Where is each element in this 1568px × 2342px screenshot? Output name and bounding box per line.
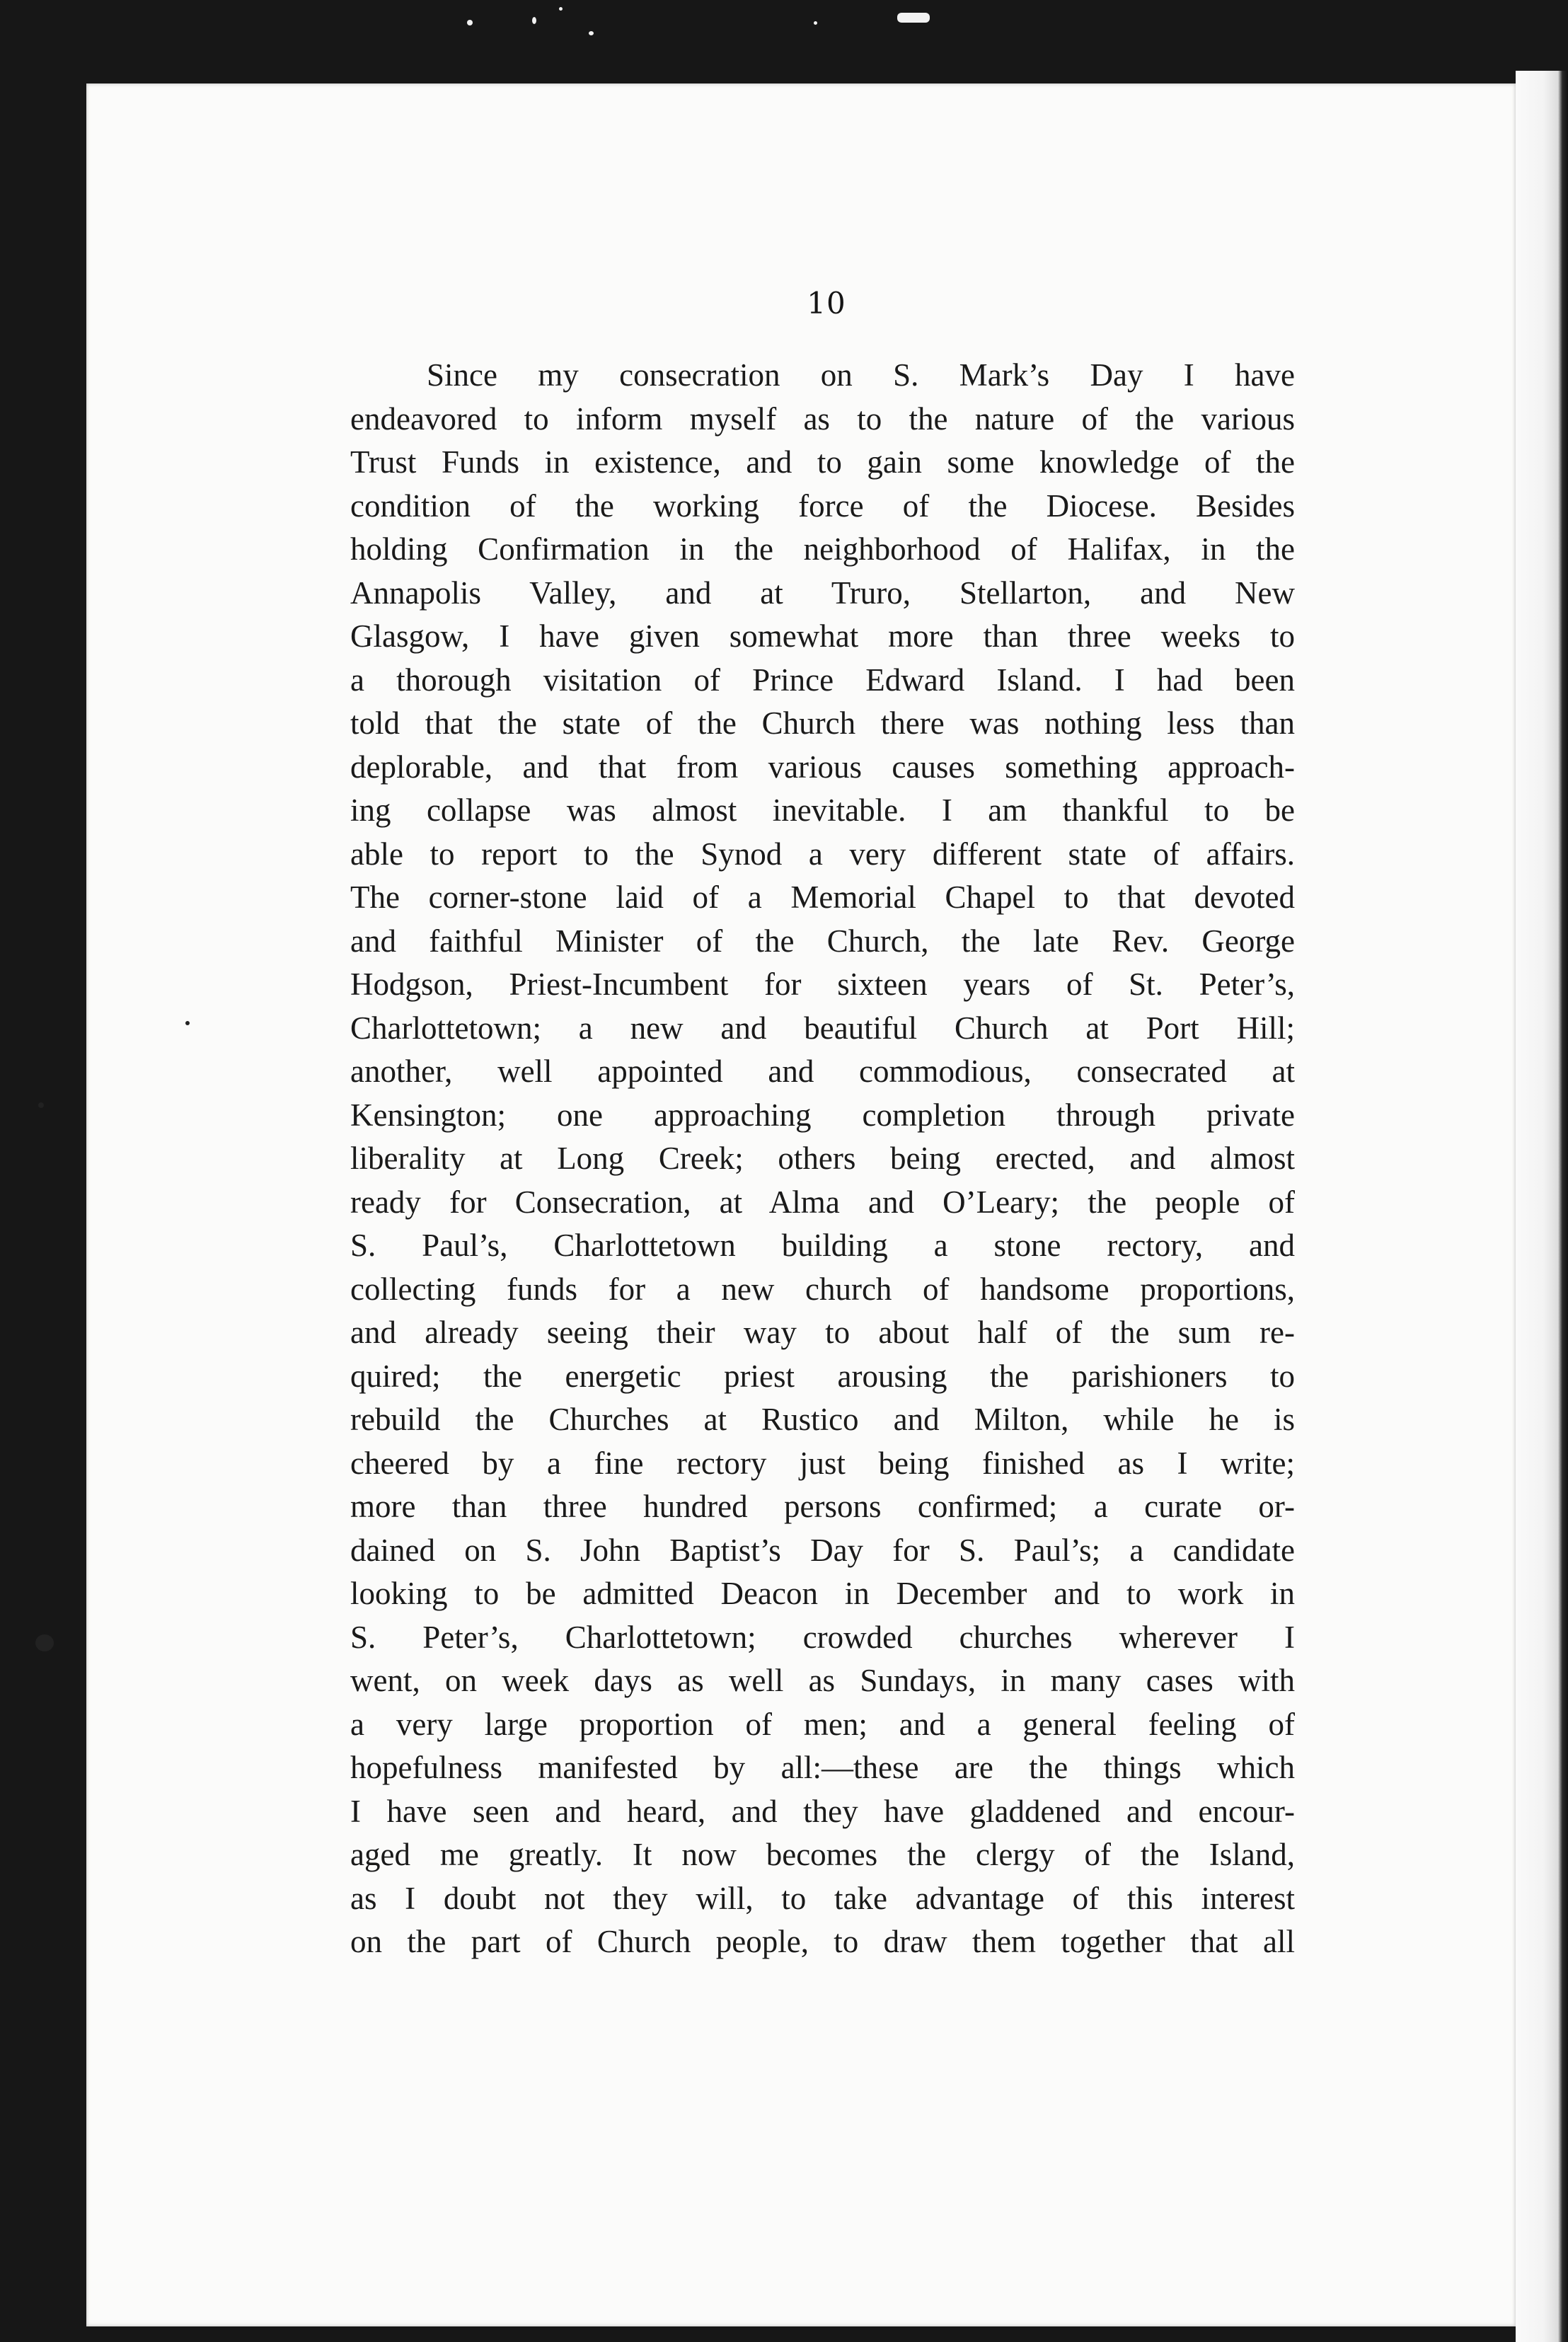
text-line: rebuild the Churches at Rustico and Milton, while he is	[350, 1402, 1295, 1437]
text-line: a very large proportion of men; and a general feeling of	[350, 1706, 1295, 1742]
text-line: Since my consecration on S. Mark’s Day I have	[427, 357, 1295, 393]
text-line: endeavored to inform myself as to the nature of the various	[350, 400, 1295, 437]
text-line: ing collapse was almost inevitable. I am thankful to be	[350, 792, 1295, 828]
text-line: ready for Consecration, at Alma and O’Leary; the people of	[350, 1184, 1295, 1220]
text-line: The corner-stone laid of a Memorial Chapel to that devoted	[350, 879, 1295, 915]
text-line: quired; the energetic priest arousing the parishioners to	[350, 1358, 1295, 1394]
text-line: and already seeing their way to about half of the sum re-	[350, 1315, 1295, 1350]
scan-speck	[897, 13, 930, 23]
scan-speck	[467, 20, 473, 25]
scan-speck	[589, 31, 594, 35]
text-line: I have seen and heard, and they have gladdened and encour-	[350, 1793, 1295, 1829]
text-line: liberality at Long Creek; others being erected, and almost	[350, 1141, 1295, 1176]
text-line: went, on week days as well as Sundays, in many cases with	[350, 1663, 1295, 1698]
text-line: able to report to the Synod a very different state of affairs.	[350, 836, 1295, 872]
text-line: deplorable, and that from various causes something approach-	[350, 749, 1295, 785]
text-line: condition of the working force of the Diocese. Besides	[350, 488, 1295, 524]
text-line: hopefulness manifested by all:—these are the things which	[350, 1750, 1295, 1785]
page-number: 10	[807, 286, 846, 321]
text-line: Glasgow, I have given somewhat more than three weeks to	[350, 618, 1295, 654]
text-line: S. Paul’s, Charlottetown building a stone rectory, and	[350, 1228, 1295, 1263]
text-line: another, well appointed and commodious, consecrated at	[350, 1054, 1295, 1089]
margin-mark	[35, 1634, 54, 1651]
text-line: cheered by a fine rectory just being finished as I write;	[350, 1445, 1295, 1481]
text-line: S. Peter’s, Charlottetown; crowded churches wherever I	[350, 1619, 1295, 1655]
text-line: as I doubt not they will, to take advantage of this interest	[350, 1880, 1295, 1916]
scan-speck	[532, 17, 536, 24]
text-line: a thorough visitation of Prince Edward Island. I had been	[350, 662, 1295, 698]
text-line: on the part of Church people, to draw them together that all	[350, 1924, 1295, 1959]
margin-mark	[38, 1102, 44, 1108]
scan-speck	[814, 21, 817, 25]
text-line: Annapolis Valley, and at Truro, Stellarton, and New	[350, 575, 1295, 611]
text-line: more than three hundred persons confirmed; a curate or-	[350, 1489, 1295, 1524]
text-line: aged me greatly. It now becomes the clergy of the Island,	[350, 1837, 1295, 1872]
text-line: collecting funds for a new church of handsome proportions,	[350, 1271, 1295, 1307]
margin-mark	[185, 1021, 190, 1025]
text-line: Charlottetown; a new and beautiful Church at Port Hill;	[350, 1010, 1295, 1046]
text-line: Kensington; one approaching completion through private	[350, 1097, 1295, 1133]
text-line: dained on S. John Baptist’s Day for S. Paul’s; a candidate	[350, 1532, 1295, 1568]
scan-speck	[559, 7, 563, 11]
body-paragraph	[350, 354, 1295, 1964]
text-line: told that the state of the Church there was nothing less than	[350, 705, 1295, 741]
text-line: Hodgson, Priest-Incumbent for sixteen years of St. Peter’s,	[350, 967, 1295, 1002]
text-line: holding Confirmation in the neighborhood of Halifax, in the	[350, 531, 1295, 567]
text-line: looking to be admitted Deacon in December and to work in	[350, 1576, 1295, 1611]
adjacent-page-edge	[1516, 71, 1568, 2342]
text-line: Trust Funds in existence, and to gain some knowledge of the	[350, 444, 1295, 480]
text-line: and faithful Minister of the Church, the late Rev. George	[350, 923, 1295, 959]
